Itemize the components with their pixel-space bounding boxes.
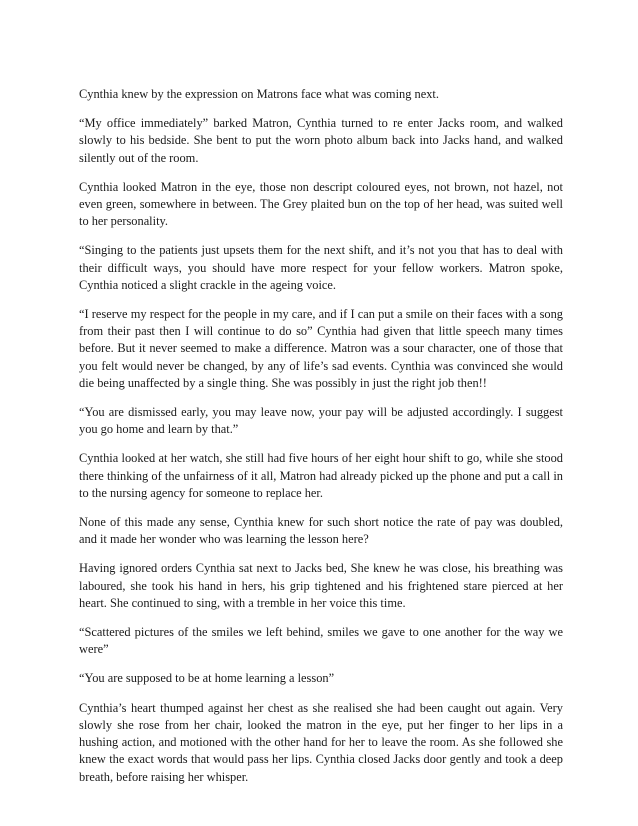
paragraph: Cynthia looked at her watch, she still had five hours of her eight hour shift to go, while she stood there thinking of the unfairness of it all, Matron had already picked up the phone and put a call in to the nursing agency for someone to replace her. [79,451,563,500]
paragraph: “I reserve my respect for the people in my care, and if I can put a smile on their faces with a song from their past then I will continue to do so” Cynthia had given that little speech many times before. But it never seemed to make a difference. Matron was a sour character, one of those that you felt would never be changed, by any of life’s sad events. Cynthia was convinced she would die being unaffected by a single thing. She was possibly in just the right job then!! [79,307,563,390]
paragraph: Having ignored orders Cynthia sat next to Jacks bed, She knew he was close, his breathing was laboured, she took his hand in hers, his grip tightened and his frightened stare pierced at her heart. She continued to sing, with a tremble in her voice this time. [79,561,563,610]
paragraph: “You are supposed to be at home learning a lesson” [79,671,335,686]
paragraph: “Scattered pictures of the smiles we left behind, smiles we gave to one another for the way we were” [79,625,563,657]
paragraph: “Singing to the patients just upsets them for the next shift, and it’s not you that has to deal with their difficult ways, you should have more respect for your fellow workers. Matron spoke, Cynthia noticed a slight crackle in the ageing voice. [79,243,563,292]
paragraph: “You are dismissed early, you may leave now, your pay will be adjusted accordingly. I suggest you go home and learn by that.” [79,405,563,437]
paragraph: Cynthia knew by the expression on Matrons face what was coming next. [79,87,439,101]
story-text [79,86,563,798]
paragraph: Cynthia’s heart thumped against her chest as she realised she had been caught out again. Very slowly she rose from her chair, looked the matron in the eye, put her finger to her lips in a hushing action, and motioned with the other hand for her to leave the room. As she followed she knew the exact words that would pass her lips. Cynthia closed Jacks door gently and took a deep breath, before raising her whisper. [79,700,563,784]
paragraph: “My office immediately” barked Matron, Cynthia turned to re enter Jacks room, and walked slowly to his bedside. She bent to put the worn photo album back into Jacks hand, and walked silently out of the room. [79,116,563,165]
paragraph: None of this made any sense, Cynthia knew for such short notice the rate of pay was doubled, and it made her wonder who was learning the lesson here? [79,515,563,547]
paragraph: Cynthia looked Matron in the eye, those non descript coloured eyes, not brown, not hazel, not even green, somewhere in between. The Grey plaited bun on the top of her head, was suited well to her personality. [79,179,563,229]
